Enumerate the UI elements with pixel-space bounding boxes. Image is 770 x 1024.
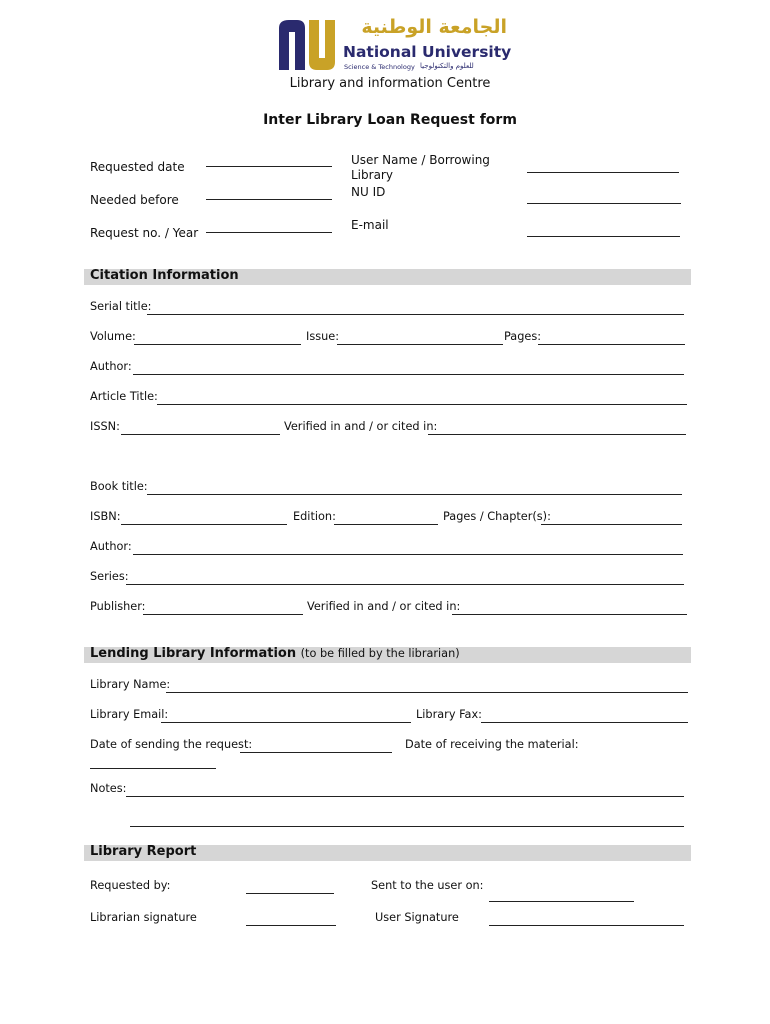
isbn-field[interactable]: [121, 524, 287, 525]
edition-field[interactable]: [334, 524, 438, 525]
date-sending-field[interactable]: [240, 752, 392, 753]
email-label: E-mail: [351, 218, 389, 232]
edition-label: Edition:: [293, 510, 336, 523]
library-email-field[interactable]: [161, 722, 411, 723]
lending-note: (to be filled by the librarian): [300, 647, 460, 660]
user-signature-label: User Signature: [375, 911, 459, 924]
nu-emblem-icon: [277, 18, 347, 72]
user-signature-field[interactable]: [489, 925, 684, 926]
author-field[interactable]: [133, 374, 684, 375]
citation-heading: Citation Information: [90, 268, 239, 283]
user-name-label: User Name / Borrowing: [351, 153, 490, 167]
library-fax-label: Library Fax:: [416, 708, 482, 721]
request-no-label: Request no. / Year: [90, 226, 199, 240]
requested-by-field[interactable]: [246, 893, 334, 894]
logo-tagline-en: Science & Technology: [344, 63, 415, 71]
date-sending-label: Date of sending the request:: [90, 738, 253, 751]
centre-name: Library and information Centre: [289, 76, 491, 91]
series-field[interactable]: [126, 584, 684, 585]
lending-heading-row: [90, 646, 460, 661]
sent-to-user-field[interactable]: [489, 901, 634, 902]
verified-field[interactable]: [428, 434, 686, 435]
book-title-label: Book title:: [90, 480, 148, 493]
university-logo: [277, 16, 512, 72]
library-email-label: Library Email:: [90, 708, 169, 721]
user-name-field[interactable]: [527, 172, 679, 173]
verified-2-field[interactable]: [452, 614, 687, 615]
requested-by-label: Requested by:: [90, 879, 171, 892]
report-heading: Library Report: [90, 844, 197, 859]
issn-label: ISSN:: [90, 420, 120, 433]
requested-date-field[interactable]: [206, 166, 332, 167]
requested-date-label: Requested date: [90, 160, 185, 174]
email-field[interactable]: [527, 236, 680, 237]
issue-label: Issue:: [306, 330, 340, 343]
article-title-field[interactable]: [157, 404, 687, 405]
sent-to-user-label: Sent to the user on:: [371, 879, 484, 892]
library-name-field[interactable]: [166, 692, 688, 693]
issue-field[interactable]: [337, 344, 503, 345]
volume-field[interactable]: [134, 344, 301, 345]
nu-id-field[interactable]: [527, 203, 681, 204]
issn-field[interactable]: [121, 434, 280, 435]
needed-before-label: Needed before: [90, 193, 179, 207]
date-receiving-field[interactable]: [90, 768, 216, 769]
publisher-label: Publisher:: [90, 600, 146, 613]
verified-label: Verified in and / or cited in:: [284, 420, 438, 433]
librarian-signature-field[interactable]: [246, 925, 336, 926]
notes-field-1[interactable]: [126, 796, 684, 797]
logo-english-name: National University: [343, 43, 512, 61]
volume-label: Volume:: [90, 330, 136, 343]
serial-title-field[interactable]: [147, 314, 684, 315]
notes-label: Notes:: [90, 782, 127, 795]
publisher-field[interactable]: [143, 614, 303, 615]
request-no-field[interactable]: [206, 232, 332, 233]
book-author-field[interactable]: [133, 554, 683, 555]
notes-field-2[interactable]: [130, 826, 684, 827]
logo-arabic-name: الجامعة الوطنية: [361, 16, 507, 38]
library-fax-field[interactable]: [481, 722, 688, 723]
date-receiving-label: Date of receiving the material:: [405, 738, 579, 751]
author-label: Author:: [90, 360, 132, 373]
needed-before-field[interactable]: [206, 199, 332, 200]
logo-tagline-ar: للعلوم والتكنولوجيا: [420, 62, 474, 70]
series-label: Series:: [90, 570, 129, 583]
article-title-label: Article Title:: [90, 390, 158, 403]
verified-2-label: Verified in and / or cited in:: [307, 600, 461, 613]
user-name-label-2: Library: [351, 168, 393, 182]
book-author-label: Author:: [90, 540, 132, 553]
serial-title-label: Serial title:: [90, 300, 152, 313]
lending-heading: Lending Library Information: [90, 646, 297, 661]
pages-chapters-field[interactable]: [541, 524, 682, 525]
isbn-label: ISBN:: [90, 510, 121, 523]
librarian-signature-label: Librarian signature: [90, 911, 197, 924]
pages-label: Pages:: [504, 330, 542, 343]
pages-field[interactable]: [538, 344, 685, 345]
form-title: Inter Library Loan Request form: [263, 112, 517, 128]
book-title-field[interactable]: [147, 494, 682, 495]
nu-id-label: NU ID: [351, 185, 386, 199]
library-name-label: Library Name:: [90, 678, 171, 691]
pages-chapters-label: Pages / Chapter(s):: [443, 510, 551, 523]
